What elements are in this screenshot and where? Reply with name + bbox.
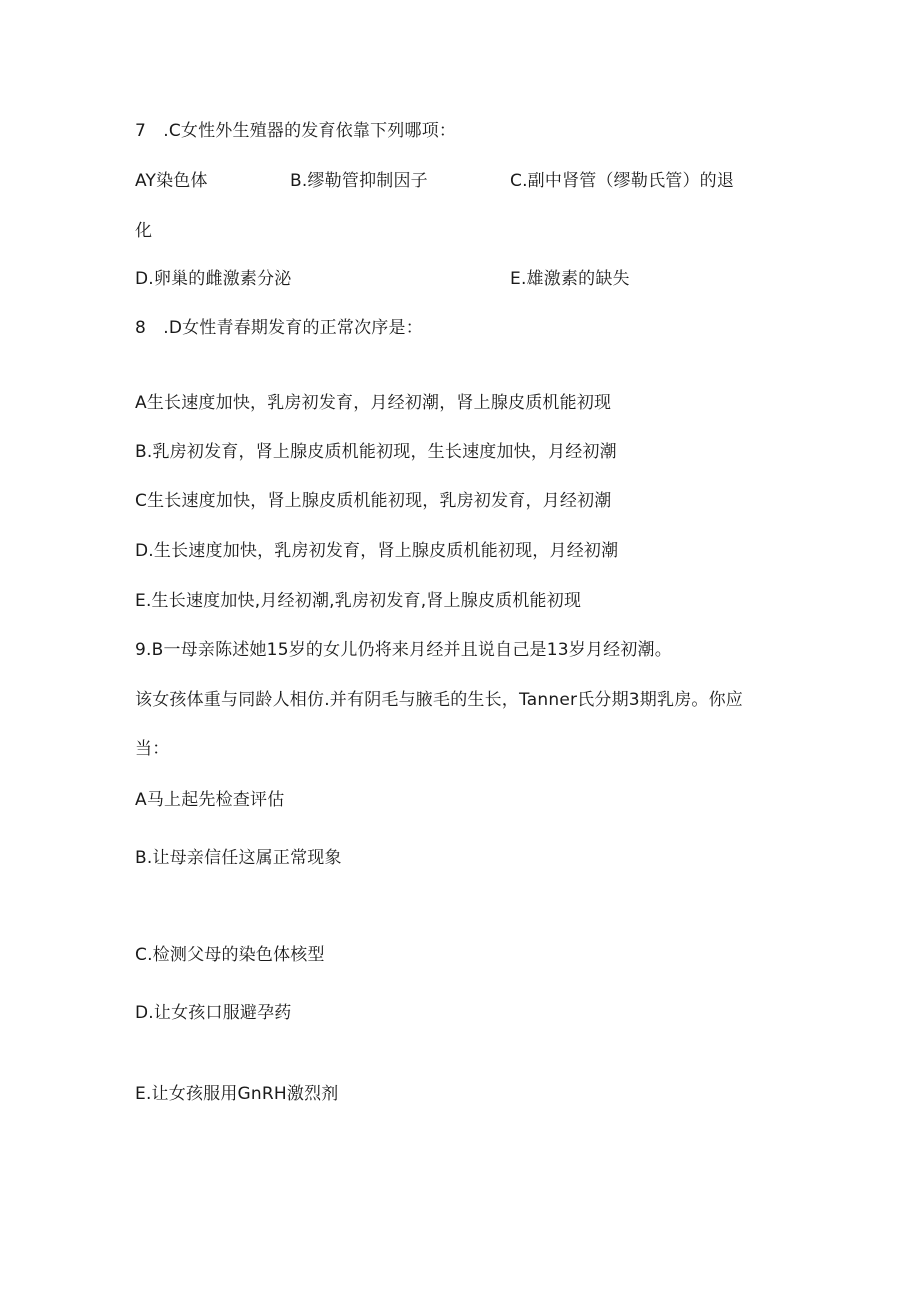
question-7-option-c-continued: 化 <box>135 221 153 241</box>
question-9-option-b: B.让母亲信任这属正常现象 <box>135 848 342 868</box>
question-7-option-a: AY染色体 <box>135 171 208 191</box>
question-7-option-e: E.雄激素的缺失 <box>510 269 630 289</box>
question-9-option-a: A马上起先检查评估 <box>135 790 285 810</box>
question-9-stem-line-1: 9.B一母亲陈述她15岁的女儿仍将来月经并且说自己是13岁月经初潮。 <box>135 640 672 660</box>
question-9-option-e: E.让女孩服用GnRH激烈剂 <box>135 1084 339 1104</box>
question-8-option-c: C生长速度加快，肾上腺皮质机能初现，乳房初发育，月经初潮 <box>135 491 612 511</box>
question-8-stem: 8 .D女性青春期发育的正常次序是： <box>135 318 423 338</box>
question-7-option-d: D.卵巢的雌激素分泌 <box>135 269 292 289</box>
question-7-option-c: C.副中肾管（缪勒氏管）的退 <box>510 171 735 191</box>
question-7-option-b: B.缪勒管抑制因子 <box>290 171 428 191</box>
question-7-stem: 7 .C女性外生殖器的发育依靠下列哪项： <box>135 121 457 141</box>
question-8-option-b: B.乳房初发育，肾上腺皮质机能初现，生长速度加快，月经初潮 <box>135 442 617 462</box>
question-8-option-d: D.生长速度加快，乳房初发育，肾上腺皮质机能初现，月经初潮 <box>135 541 619 561</box>
question-9-option-c: C.检测父母的染色体核型 <box>135 945 325 965</box>
question-9-stem-line-3: 当： <box>135 739 170 759</box>
question-9-option-d: D.让女孩口服避孕药 <box>135 1003 292 1023</box>
question-8-option-e: E.生长速度加快,月经初潮,乳房初发育,肾上腺皮质机能初现 <box>135 591 582 611</box>
question-9-stem-line-2: 该女孩体重与同龄人相仿.并有阴毛与腋毛的生长，Tanner氏分期3期乳房。你应 <box>135 690 744 710</box>
question-8-option-a: A生长速度加快，乳房初发育，月经初潮，肾上腺皮质机能初现 <box>135 393 612 413</box>
